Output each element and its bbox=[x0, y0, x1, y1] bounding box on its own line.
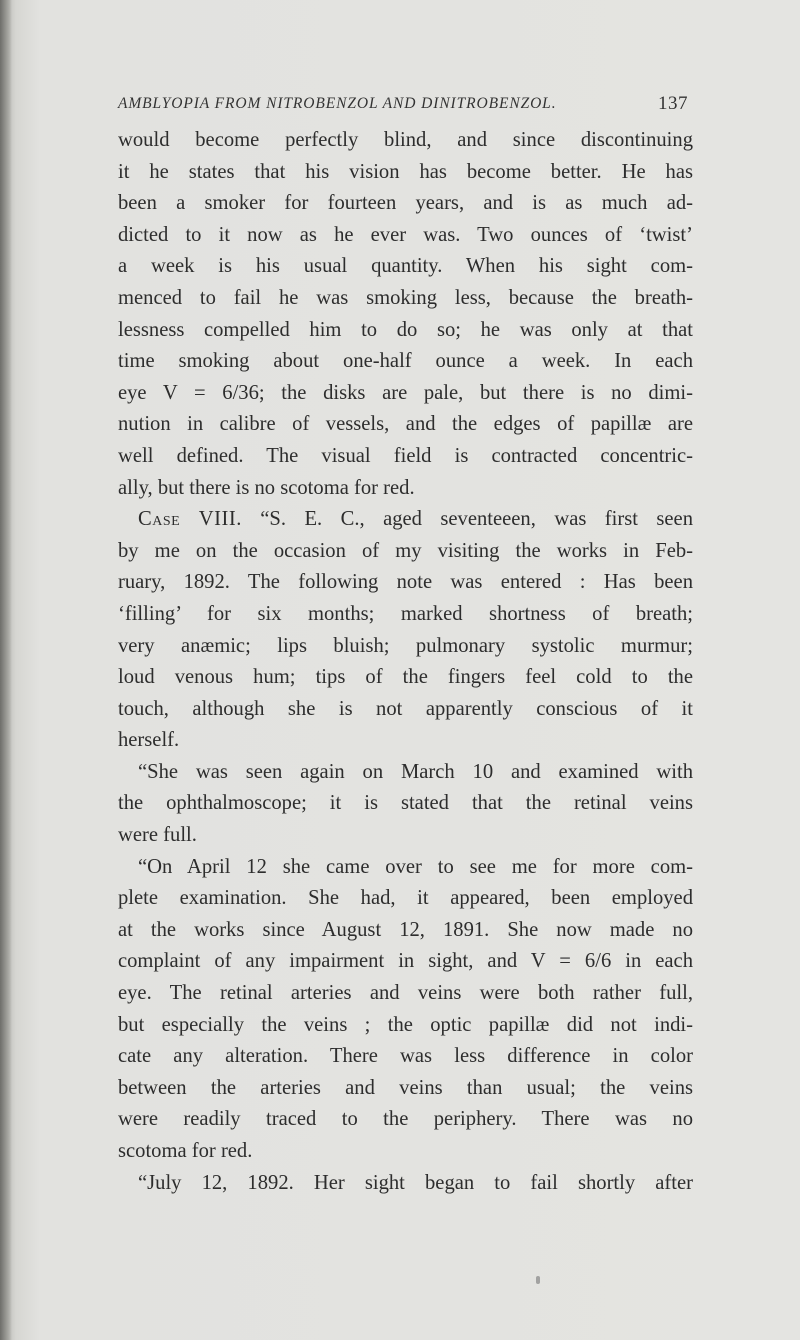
running-header bbox=[118, 95, 688, 119]
text-line: been a smoker for fourteen years, and is as much ad- bbox=[118, 192, 693, 215]
book-spine-shadow bbox=[0, 0, 12, 1340]
case-heading: Case VIII. bbox=[138, 508, 242, 531]
text-line: menced to fail he was smoking less, because the breath- bbox=[118, 286, 693, 309]
running-title: AMBLYOPIA FROM NITROBENZOL AND DINITROBENZOL. bbox=[118, 95, 557, 112]
text-line: dicted to it now as he ever was. Two ounces of ‘twist’ bbox=[118, 223, 693, 246]
text-line: would become perfectly blind, and since discontinuing bbox=[118, 129, 693, 151]
text-line: time smoking about one-half ounce a week. In each bbox=[118, 350, 693, 373]
text-line: ‘filling’ for six months; marked shortness of breath; bbox=[118, 602, 693, 625]
text-line: nution in calibre of vessels, and the edges of papillæ are bbox=[118, 413, 693, 436]
text-line: “July 12, 1892. Her sight began to fail shortly after bbox=[138, 1171, 693, 1194]
text-line: it he states that his vision has become better. He has bbox=[118, 160, 693, 183]
text-line: loud venous hum; tips of the fingers feel cold to the bbox=[118, 666, 693, 689]
text-line: a week is his usual quantity. When his sight com- bbox=[118, 255, 693, 278]
text-line: ruary, 1892. The following note was entered : Has been bbox=[118, 571, 693, 594]
text-line: “She was seen again on March 10 and examined with bbox=[138, 760, 693, 783]
ink-speck bbox=[536, 1276, 540, 1284]
case-first-line: “S. E. C., aged seventeeen, was first seen bbox=[260, 508, 693, 531]
text-line: plete examination. She had, it appeared, been employed bbox=[118, 887, 693, 910]
text-line: were full. bbox=[118, 824, 197, 847]
text-line: by me on the occasion of my visiting the works in Feb- bbox=[118, 539, 693, 562]
case-heading-line bbox=[118, 504, 693, 536]
text-line: scotoma for red. bbox=[118, 1140, 253, 1162]
text-line: lessness compelled him to do so; he was only at that bbox=[118, 318, 693, 341]
text-line: cate any alteration. There was less difference in color bbox=[118, 1045, 693, 1068]
text-line: the ophthalmoscope; it is stated that the retinal veins bbox=[118, 792, 693, 815]
text-line: herself. bbox=[118, 729, 180, 752]
body-text bbox=[118, 125, 693, 1199]
text-line: complaint of any impairment in sight, and V = 6/6 in each bbox=[118, 950, 693, 973]
page-number: 137 bbox=[658, 93, 688, 114]
text-line: “On April 12 she came over to see me for more com- bbox=[138, 855, 693, 878]
text-line: between the arteries and veins than usual; the veins bbox=[118, 1076, 693, 1099]
text-line: but especially the veins ; the optic papillæ did not indi- bbox=[118, 1013, 693, 1036]
text-line: eye V = 6/36; the disks are pale, but there is no dimi- bbox=[118, 381, 693, 404]
text-line: ally, but there is no scotoma for red. bbox=[118, 476, 415, 499]
text-line: very anæmic; lips bluish; pulmonary systolic murmur; bbox=[118, 634, 693, 657]
text-line: eye. The retinal arteries and veins were both rather full, bbox=[118, 982, 693, 1005]
text-line: touch, although she is not apparently conscious of it bbox=[118, 697, 693, 720]
text-line: well defined. The visual field is contracted concentric- bbox=[118, 444, 693, 467]
text-line: at the works since August 12, 1891. She now made no bbox=[118, 918, 693, 941]
text-line: were readily traced to the periphery. There was no bbox=[118, 1108, 693, 1131]
